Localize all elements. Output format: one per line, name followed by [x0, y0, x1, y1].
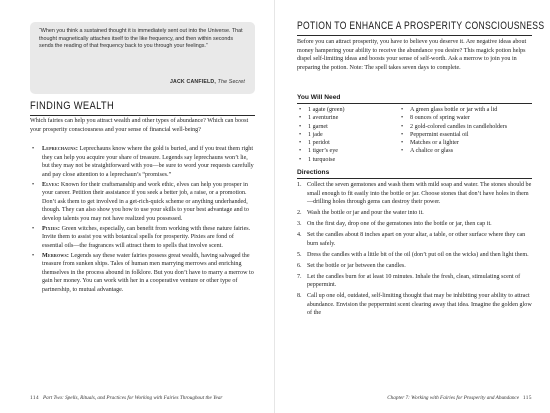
subheading-rule [297, 103, 532, 104]
page-number: 114 [30, 395, 40, 401]
list-item [30, 145, 255, 179]
bullet-icon: • [32, 252, 35, 259]
section-heading-potion: POTION TO ENHANCE A PROSPERITY CONSCIOUSNESS [297, 20, 545, 32]
ingredient-item [297, 106, 407, 114]
bullet-icon: • [299, 115, 302, 122]
ingredient-item [297, 139, 407, 147]
subheading-rule [297, 178, 532, 179]
ingredients-list-right [399, 106, 534, 156]
bullet-icon: • [299, 131, 302, 138]
ingredient-text: 1 aventurine [308, 115, 339, 122]
step-text: Set the bottle or jar between the candles. [307, 262, 406, 269]
you-will-need-heading: You Will Need [297, 94, 341, 101]
intro-paragraph: Which fairies can help you attract wealth and other types of abundance? Which can boost your prosperity consciousness and your sense of financial well-being? [30, 118, 249, 133]
item-label: Pixies: [42, 225, 61, 232]
direction-step [297, 273, 532, 290]
item-label: Leprechauns: [42, 146, 79, 152]
ingredient-item [399, 114, 534, 122]
heading-rule [297, 35, 532, 36]
ingredient-item [297, 131, 407, 139]
left-footer [30, 395, 222, 401]
ingredient-item [399, 147, 534, 155]
ingredient-text: 1 turquoise [308, 156, 336, 163]
step-text: Wash the bottle or jar and pour the water into it. [307, 210, 424, 217]
bullet-icon: • [299, 156, 302, 163]
ingredient-item [297, 156, 407, 164]
bullet-icon: • [401, 107, 404, 113]
fairy-list [30, 145, 255, 296]
bullet-icon: • [32, 181, 35, 188]
bullet-icon: • [299, 140, 302, 147]
direction-step [297, 231, 532, 248]
running-title: Part Two: Spells, Rituals, and Practices for Working with Fairies Throughout the Year [42, 395, 223, 401]
step-number: 4. [297, 232, 302, 239]
step-text: Call up one old, outdated, self-limiting thought that may be inhibiting your ability to attract abundance. Envision the peppermint scent clearing away that idea. Imagine the golden glow of the [307, 293, 532, 317]
bullet-icon: • [299, 107, 302, 113]
section-heading-finding-wealth: FINDING WEALTH [30, 100, 115, 112]
list-item [30, 225, 255, 251]
ingredient-item [297, 123, 407, 131]
potion-intro: Before you can attract prosperity, you have to believe you deserve it. Are negative ideas about money hampering your ability to receive the abundance you desire? This magick potion helps dispel self-limiting ideas and boosts your sense of self-worth. Ask a merrow to join you in preparing the potion. Note: The spell takes seven days to complete. [297, 39, 527, 71]
item-text: Legends say these water fairies possess great wealth, having salvaged the treasure from sunken ships. Tales of human men marrying merrows and enriching themselves in the process abound in folklore. But you don’t have to marry a merrow to gain her money. You can work with her in a cooperative venture or other type of partnership, to mutual advantage. [42, 252, 254, 294]
epigraph-text: “When you think a sustained thought it is immediately sent out into the Universe. That thought magnetically attaches itself to the like frequency, and then within seconds sends the reading of that frequency back to you through your feelings.” [39, 28, 243, 50]
step-number: 5. [297, 251, 302, 258]
bullet-icon: • [299, 123, 302, 130]
ingredient-item [399, 139, 534, 147]
step-text: Let the candles burn for at least 10 minutes. Inhale the fresh, clean, stimulating scent of peppermint. [307, 273, 521, 289]
heading-rule [30, 115, 255, 116]
bullet-icon: • [401, 123, 404, 130]
ingredient-item [399, 123, 534, 131]
step-text: Set the candles about 8 inches apart on your altar, a table, or other surface where they can burn safely. [307, 232, 526, 247]
ingredient-item [399, 131, 534, 139]
direction-step [297, 220, 532, 229]
bullet-icon: • [401, 140, 404, 147]
step-number: 7. [297, 273, 302, 280]
step-text: Collect the seven gemstones and wash them with mild soap and water. The stones should be small enough to fit easily into the bottle or jar. Choose stones that don’t have holes in them—drilling holes through gems can destroy their power. [307, 182, 532, 206]
ingredient-text: 1 jade [308, 131, 323, 138]
bullet-icon: • [32, 225, 35, 232]
item-text: Green witches, especially, can benefit from working with these nature fairies. Invite them to assist you with botanical spells for prosperity. Pixies are fond of essential oils—the fragrances will attract them to spells that involve scent. [42, 225, 251, 249]
bullet-icon: • [401, 148, 404, 155]
item-text: Leprechauns know where the gold is buried, and if you treat them right they can help you acquire your share of treasure. Legends say leprechauns won’t lie, but they may not be straightforward with you—be sure to word your requests carefully and pay close attention to a leprechaun’s “promises.” [42, 146, 254, 178]
item-label: Merrows: [42, 252, 70, 259]
ingredient-text: A chalice or glass [410, 148, 454, 155]
bullet-icon: • [32, 146, 35, 152]
list-item [30, 252, 255, 295]
direction-step [297, 292, 532, 318]
direction-step [297, 181, 532, 207]
ingredient-text: Peppermint essential oil [410, 131, 469, 138]
bullet-icon: • [299, 148, 302, 155]
step-text: On the first day, drop one of the gemstones into the bottle or jar, then cap it. [307, 221, 492, 228]
ingredient-text: 1 agate (green) [308, 107, 345, 113]
ingredient-text: 2 gold-colored candles in candleholders [410, 123, 508, 130]
ingredient-text: 1 tiger’s eye [308, 148, 339, 155]
epigraph-attribution [170, 79, 245, 87]
ingredient-text: 8 ounces of spring water [410, 115, 470, 122]
bullet-icon: • [401, 115, 404, 122]
ingredient-item [399, 106, 534, 114]
ingredient-item [297, 114, 407, 122]
running-title: Chapter 7: Working with Fairies for Prosperity and Abundance [387, 395, 520, 401]
ingredient-text: A green glass bottle or jar with a lid [410, 107, 498, 113]
list-item [30, 181, 255, 224]
ingredients-list-left [297, 106, 407, 164]
step-number: 2. [297, 210, 302, 217]
epigraph-author: JACK CANFIELD, [169, 79, 216, 86]
ingredient-item [297, 147, 407, 155]
left-page [0, 0, 274, 413]
directions-list [297, 181, 532, 320]
bullet-icon: • [401, 131, 404, 138]
right-page [275, 0, 550, 413]
step-number: 3. [297, 221, 302, 228]
direction-step [297, 209, 532, 218]
step-number: 6. [297, 262, 302, 269]
ingredient-text: Matches or a lighter [410, 140, 459, 147]
ingredient-text: 1 peridot [308, 140, 330, 147]
step-number: 1. [297, 182, 302, 188]
step-text: Dress the candles with a little bit of the oil (don’t put oil on the wicks) and then light them. [307, 251, 529, 258]
item-text: Known for their craftsmanship and work ethic, elves can help you prosper in your career. Petition their assistance if you seek a better job, a raise, or a promotion. Don’t ask them to get involved in a get-rich-quick scheme or anything underhanded, though. They can also show you how to use your skills to your best advantage and to develop talents you may not have realized you possessed. [42, 181, 249, 222]
directions-heading: Directions [297, 169, 330, 176]
page-number: 115 [522, 395, 532, 401]
epigraph-box [30, 22, 255, 94]
right-footer [387, 395, 532, 401]
step-number: 8. [297, 293, 302, 300]
epigraph-source: The Secret [217, 79, 245, 86]
item-label: Elves: [42, 181, 60, 188]
ingredient-text: 1 garnet [308, 123, 328, 130]
direction-step [297, 262, 532, 271]
direction-step [297, 251, 532, 260]
